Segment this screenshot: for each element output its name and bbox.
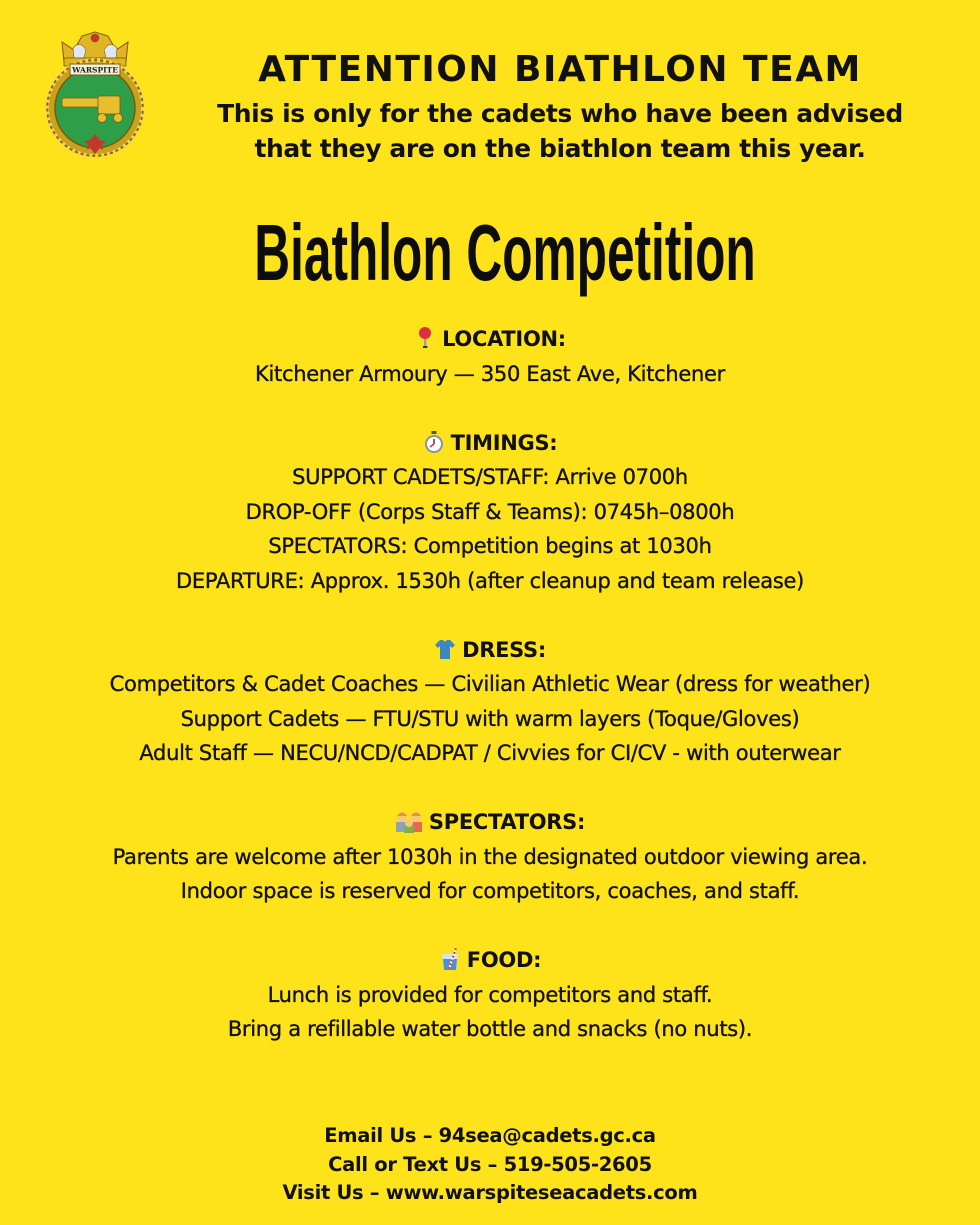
main-title: Biathlon Competition [254,208,756,297]
timing-line: SUPPORT CADETS/STAFF: Arrive 0700h [292,465,688,489]
contact-footer [0,1122,980,1208]
t-shirt-icon [434,637,456,661]
dress-line: Competitors & Cadet Coaches — Civilian Athletic Wear (dress for weather) [109,672,871,696]
section-location [0,322,980,391]
section-heading: SPECTATORS: [0,805,980,840]
food-line: Bring a refillable water bottle and snacks (no nuts). [227,1017,753,1041]
section-heading: TIMINGS: [0,426,980,461]
contact-website: Visit Us – www.warspiteseacadets.com [282,1181,698,1204]
spectators-line: Parents are welcome after 1030h in the designated outdoor viewing area. [112,844,868,869]
timing-line: SPECTATORS: Competition begins at 1030h [268,534,712,558]
section-heading: DRESS: [0,633,980,668]
section-timings [0,426,980,599]
timing-line: DROP-OFF (Corps Staff & Teams): 0745h–0800h [245,499,735,524]
section-heading: LOCATION: [0,322,980,357]
section-heading: FOOD: [0,943,980,978]
section-spectators [0,805,980,909]
round-pushpin-icon [414,326,436,350]
crest-icon [40,28,150,162]
section-dress [0,633,980,771]
stopwatch-icon [423,430,445,454]
contact-email: Email Us – 94sea@cadets.gc.ca [324,1124,656,1147]
food-line: Lunch is provided for competitors and staff. [267,982,713,1007]
contact-phone: Call or Text Us – 519-505-2605 [328,1152,652,1176]
family-icon [395,809,423,833]
spectators-line: Indoor space is reserved for competitors, coaches, and staff. [180,879,800,903]
header-title: ATTENTION BIATHLON TEAM [258,49,862,90]
cup-with-straw-icon [439,947,461,971]
svg-text:WARSPITE: WARSPITE [72,65,118,75]
section-food [0,943,980,1047]
warspite-crest-logo [40,28,150,162]
event-details [0,322,980,1081]
header [190,48,930,166]
timing-line: DEPARTURE: Approx. 1530h (after cleanup and team release) [176,568,804,593]
header-subtitle-line-1: This is only for the cadets who have been advised [217,99,903,128]
dress-line: Adult Staff — NECU/NCD/CADPAT / Civvies for CI/CV - with outerwear [139,741,841,765]
dress-line: Support Cadets — FTU/STU with warm layers (Toque/Gloves) [180,706,800,731]
location-address: Kitchener Armoury — 350 East Ave, Kitchener [255,361,725,386]
header-subtitle-line-2: that they are on the biathlon team this year. [254,134,866,163]
